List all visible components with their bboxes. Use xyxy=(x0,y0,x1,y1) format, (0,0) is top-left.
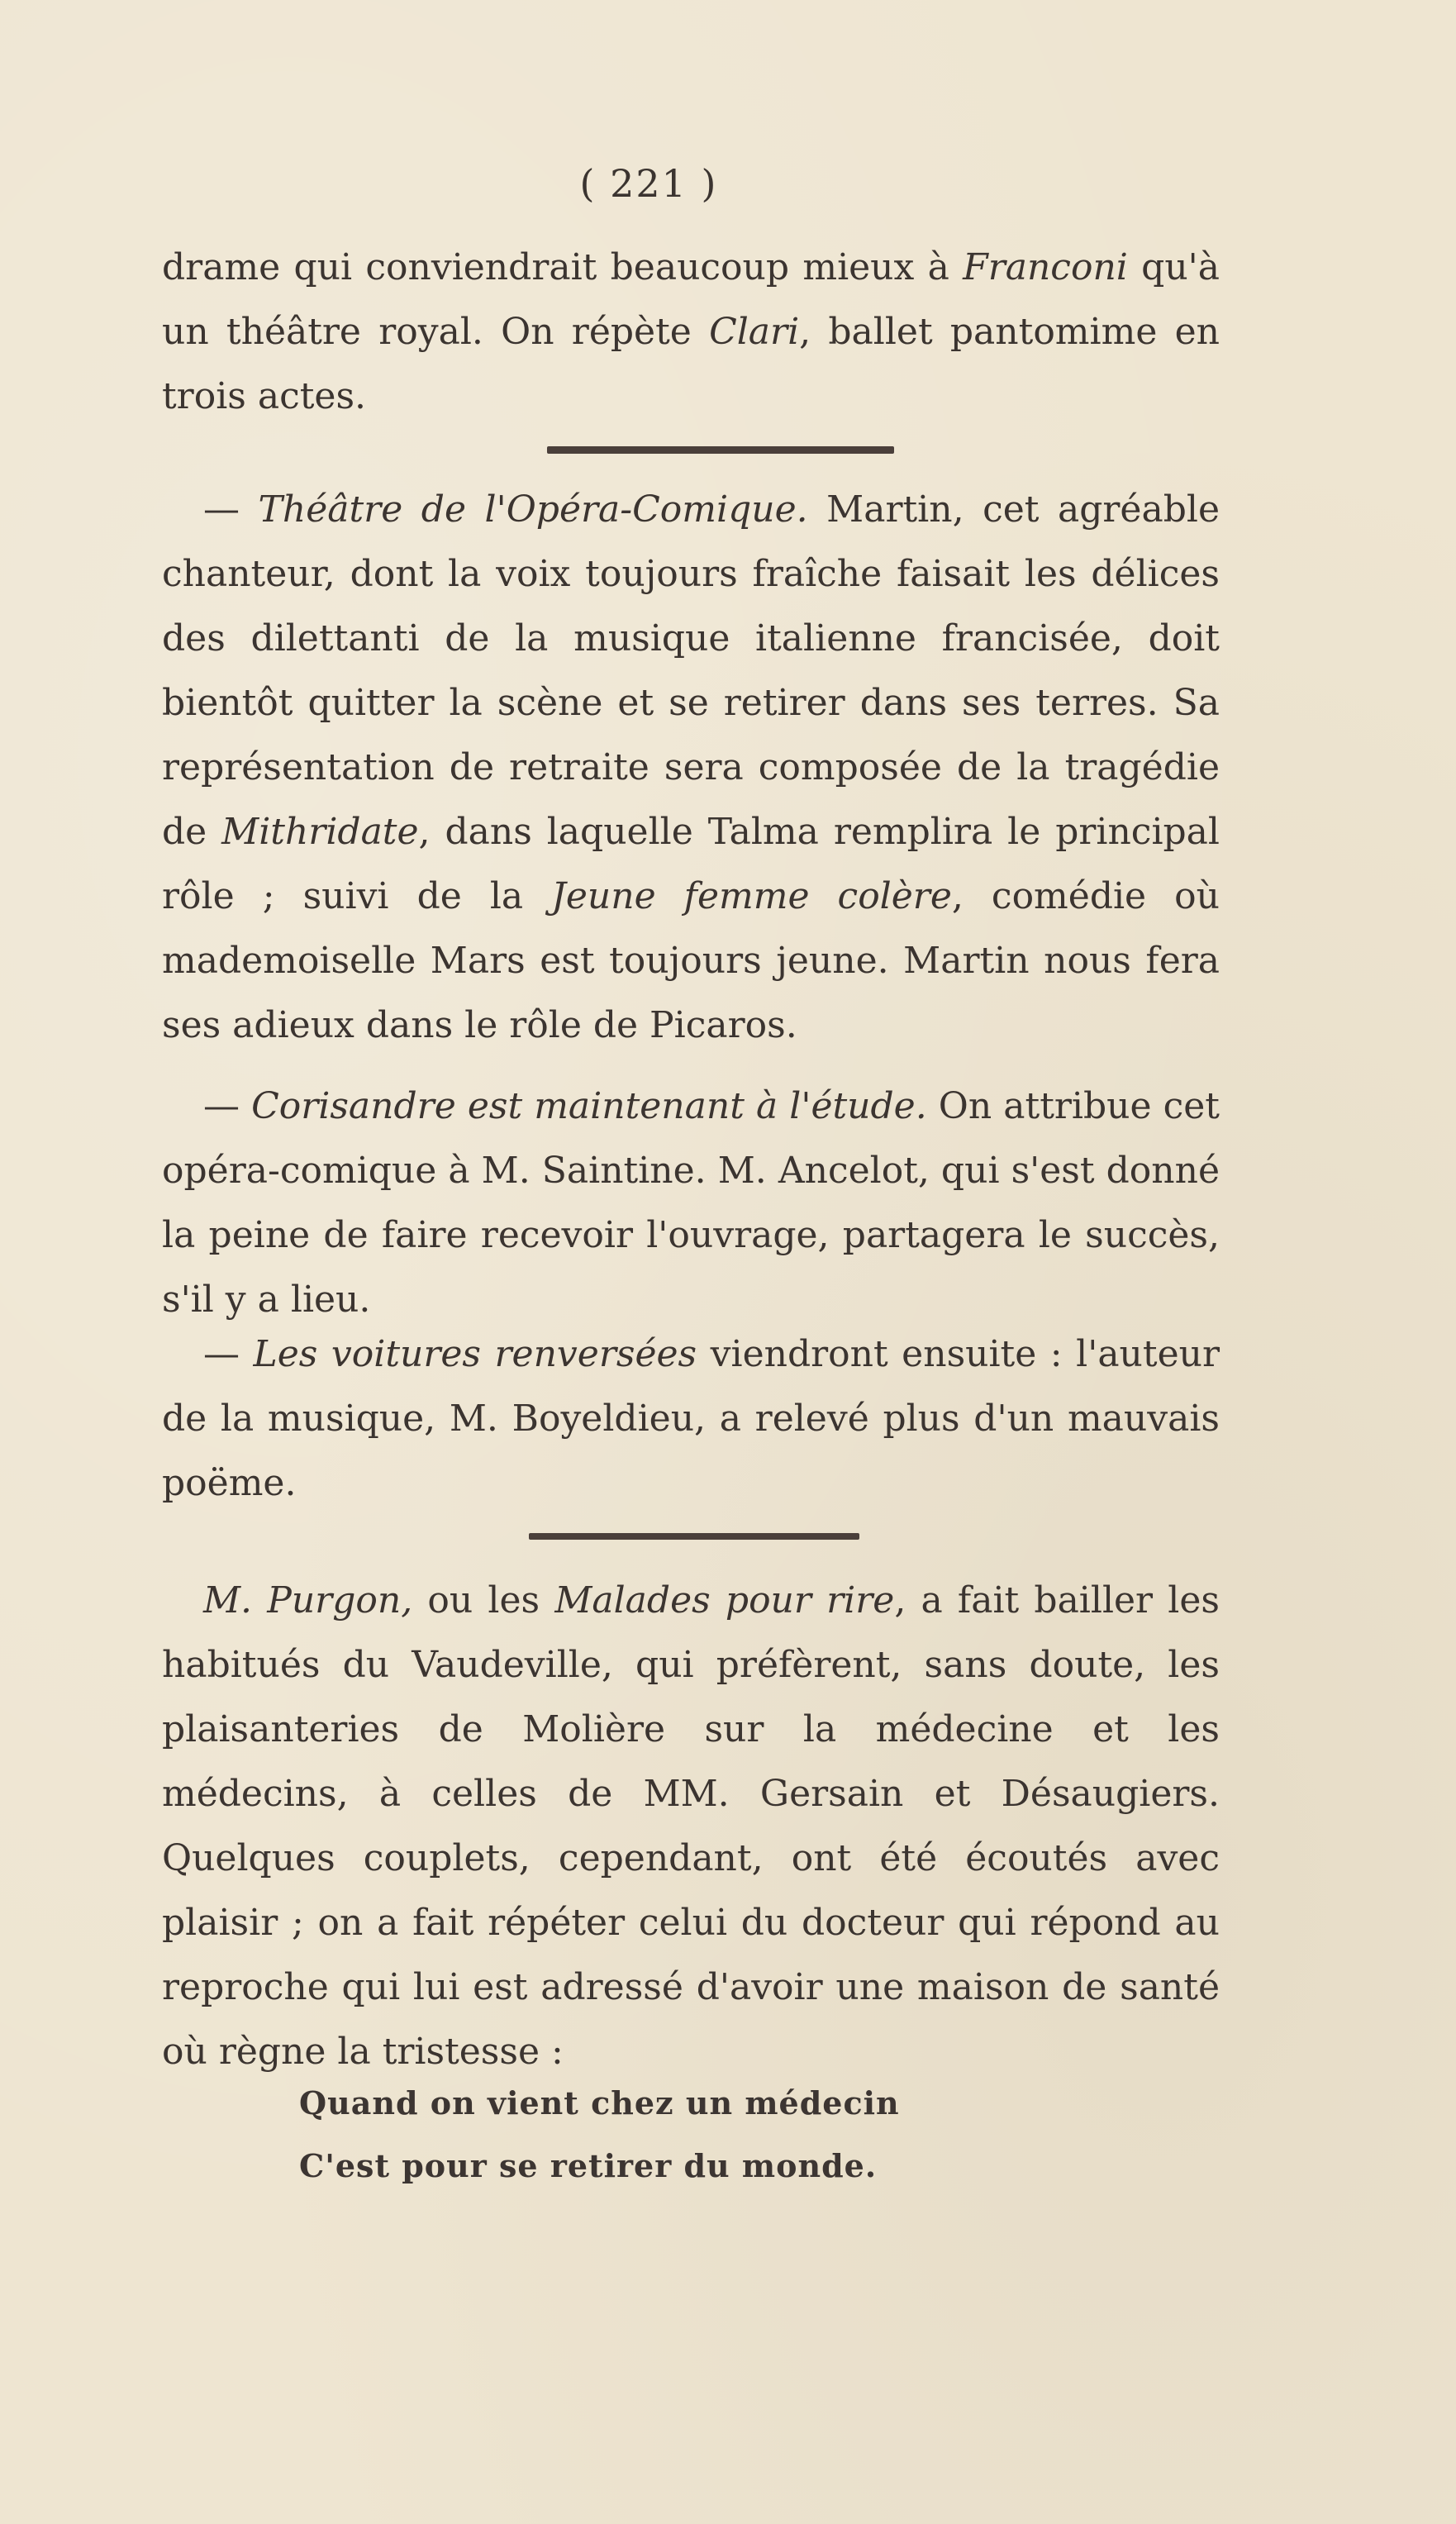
purgon-title: M. Purgon, xyxy=(203,1579,413,1622)
page-number: ( 221 ) xyxy=(579,161,718,206)
verse-line-2: C'est pour se retirer du monde. xyxy=(299,2147,878,2184)
continuation-paragraph xyxy=(162,236,1220,429)
opera-emphasis-jeune-femme: Jeune femme colère xyxy=(551,875,952,917)
continuation-emphasis-2: Clari xyxy=(709,311,800,353)
purgon-paragraph xyxy=(162,1569,1220,2084)
corisandre-paragraph xyxy=(162,1074,1220,1332)
corisandre-text: On attribue cet opéra-comique à M. Saintine. M. Ancelot, qui s'est donné la peine de faire recevoir l'ouvrage, partagera le succès, s'il y a lieu. xyxy=(162,1085,1220,1321)
opera-text-3: , comédie où mademoiselle Mars est toujours jeune. Martin nous fera ses adieux dans le rôle de Picaros. xyxy=(162,875,1220,1046)
opera-emphasis-mithridate: Mithridate xyxy=(221,811,419,853)
opera-text-2: , dans laquelle Talma remplira le principal rôle ; suivi de la xyxy=(162,811,1220,917)
voitures-text: viendront ensuite : l'auteur de la musique, M. Boyeldieu, a relevé plus d'un mauvais poëme. xyxy=(162,1333,1220,1504)
opera-title: Théâtre de l'Opéra-Comique. xyxy=(258,488,808,531)
purgon-text-1: ou les xyxy=(412,1579,555,1622)
section-divider-2 xyxy=(529,1533,859,1540)
opera-text-1: Martin, cet agréable chanteur, dont la voix toujours fraîche faisait les délices des dilettanti de la musique italienne francisée, doit bientôt quitter la scène et se retirer dans ses terres. Sa représentation de retraite sera composée de la tragédie de xyxy=(162,488,1220,853)
section-divider-1 xyxy=(547,446,894,454)
purgon-emphasis-malades: Malades pour rire xyxy=(554,1579,895,1622)
continuation-text-3: , ballet pantomime en trois actes. xyxy=(162,311,1220,417)
verse-line-1: Quand on vient chez un médecin xyxy=(299,2084,900,2122)
purgon-text-2: , a fait bailler les habitués du Vaudeville, qui préfèrent, sans doute, les plaisanteries de Molière sur la médecine et les médecins, à celles de MM. Gersain et Désaugiers. Quelques couplets, cependant, ont été écoutés avec plaisir ; on a fait répéter celui du docteur qui répond au reproche qui lui est adressé d'avoir une maison de santé où règne la tristesse : xyxy=(162,1579,1220,2073)
voitures-dash: — xyxy=(203,1333,254,1375)
continuation-emphasis-1: Franconi xyxy=(963,246,1128,288)
continuation-text-2: qu'à un théâtre royal. On répète xyxy=(162,246,1220,353)
corisandre-title: Corisandre est maintenant à l'étude. xyxy=(251,1085,927,1127)
voitures-title: Les voitures renversées xyxy=(253,1333,697,1375)
opera-comique-paragraph xyxy=(162,478,1220,1058)
voitures-paragraph xyxy=(162,1322,1220,1516)
continuation-text-1: drame qui conviendrait beaucoup mieux à xyxy=(162,246,964,288)
corisandre-dash: — xyxy=(203,1085,252,1127)
opera-dash: — xyxy=(203,488,259,531)
